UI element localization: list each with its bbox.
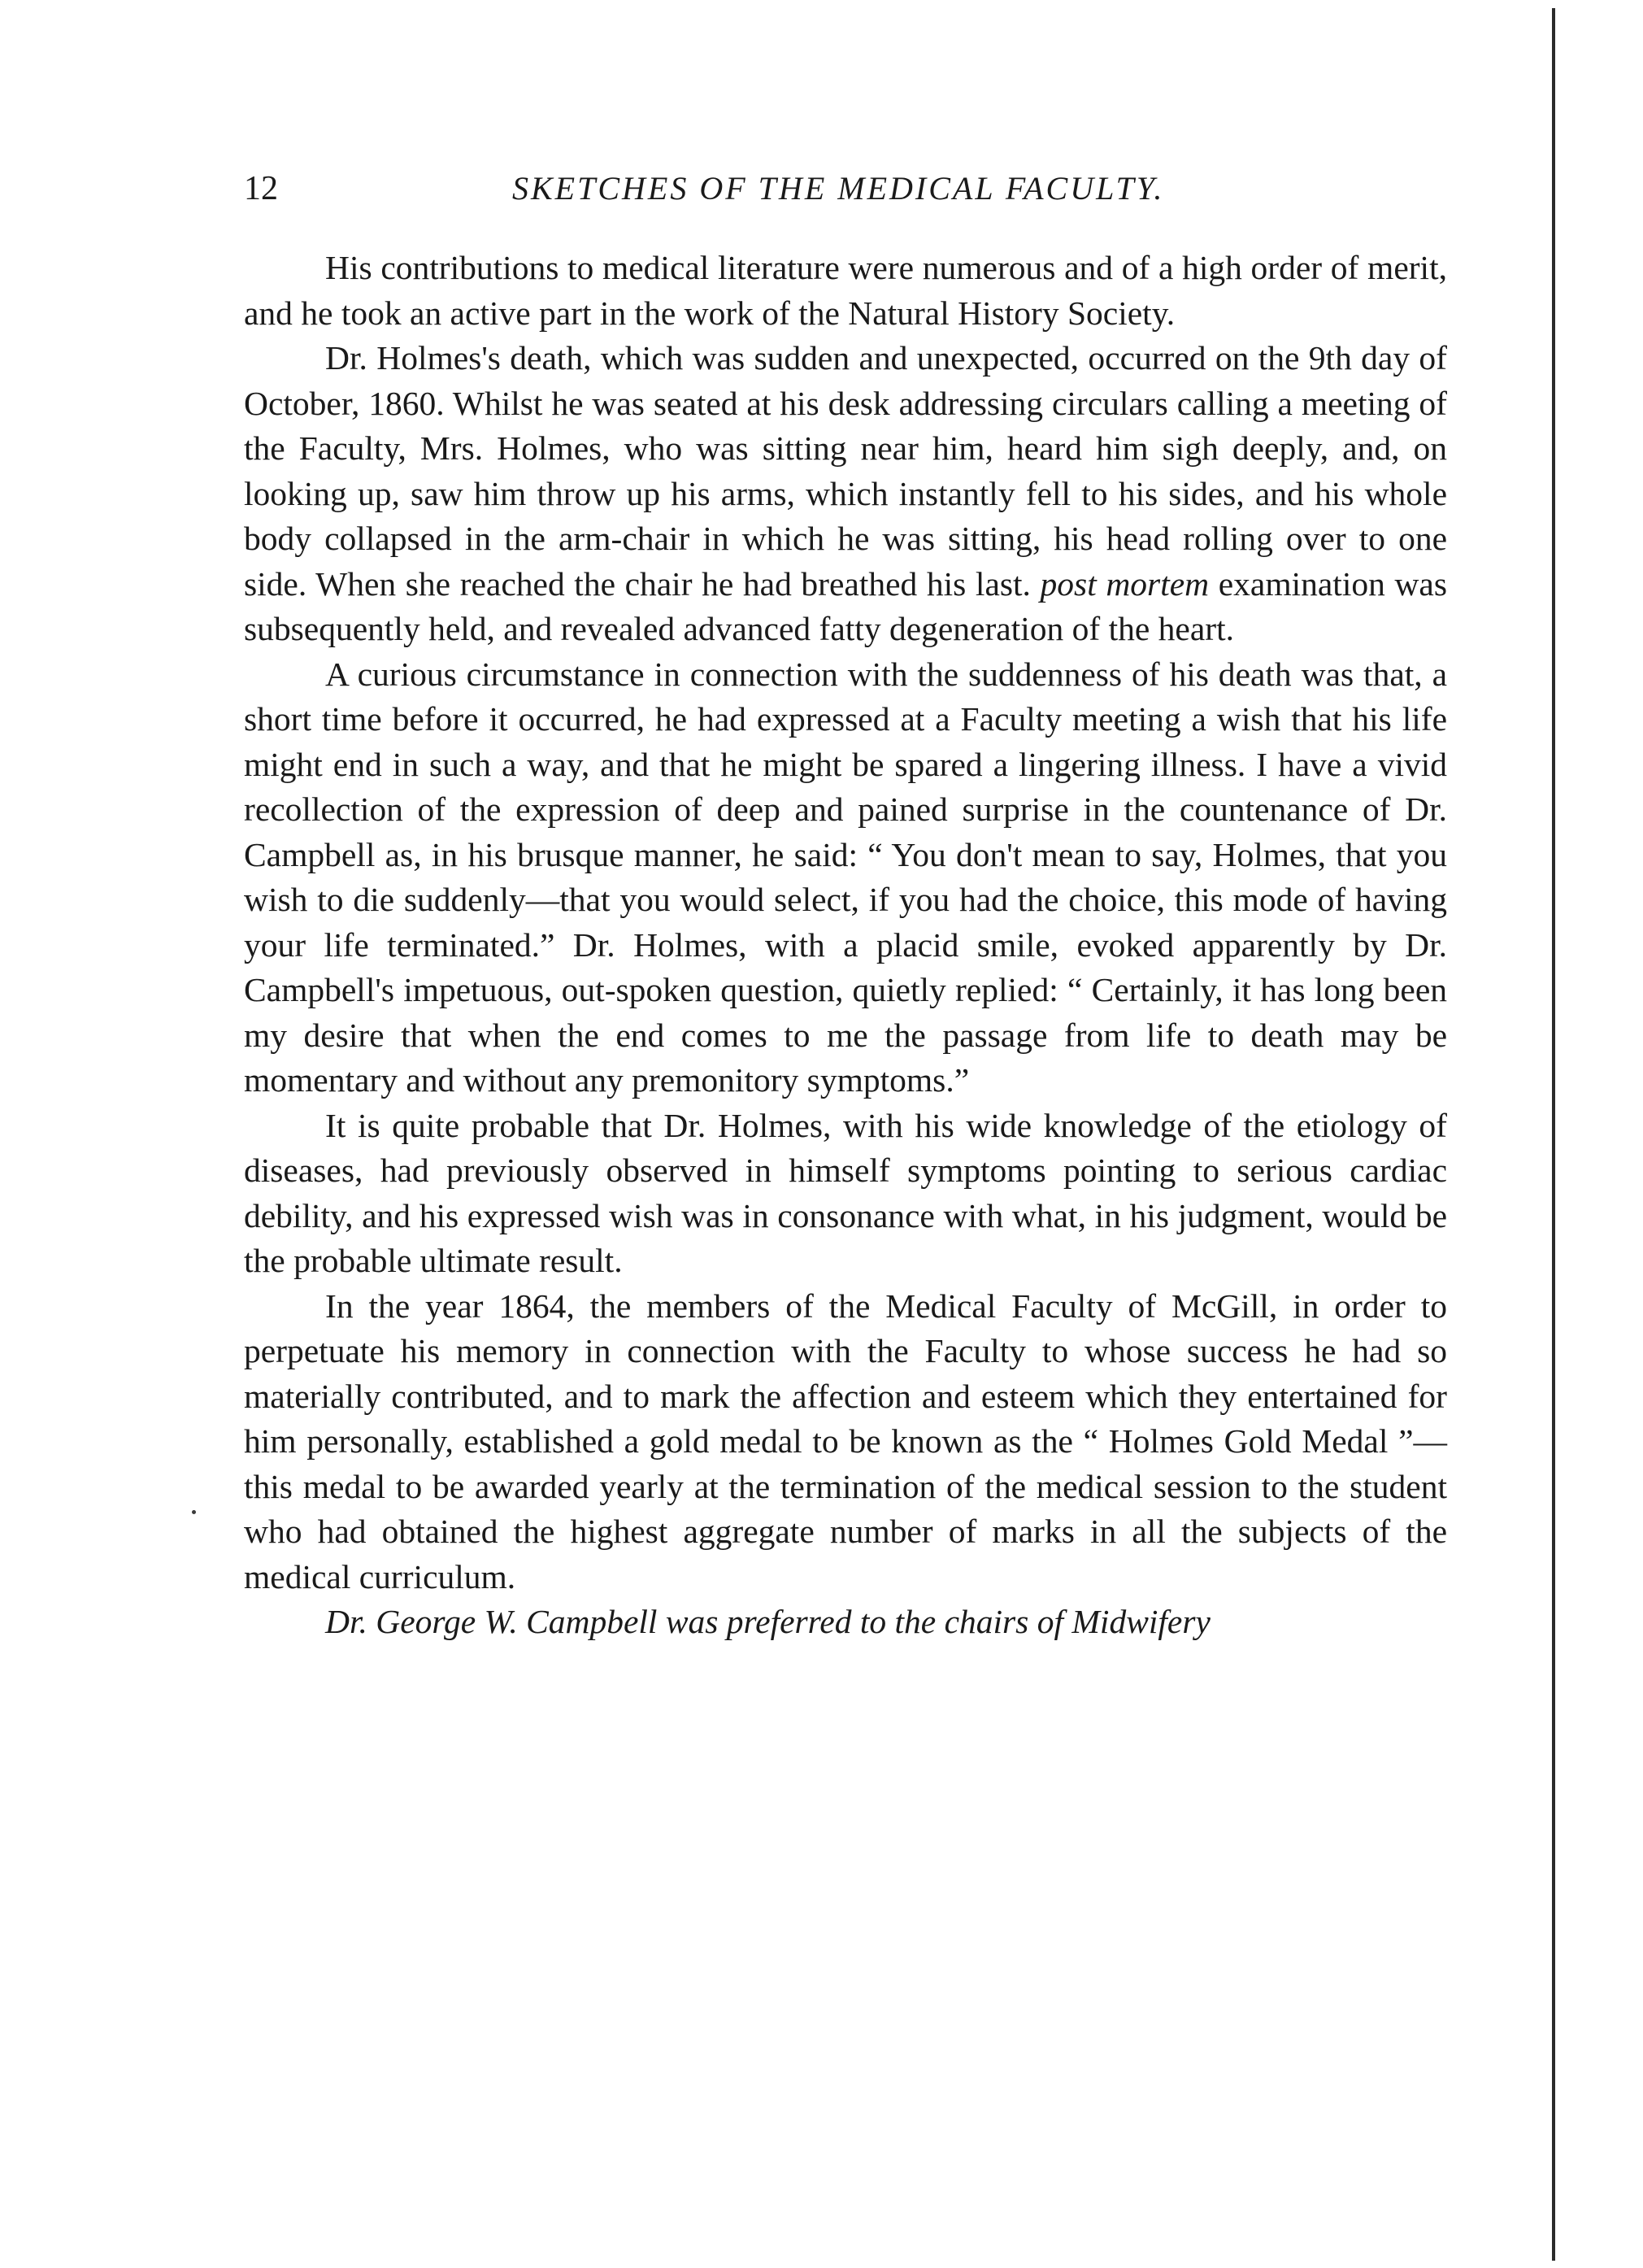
post-mortem-term: post mortem [1040,564,1210,603]
death-account-text: Dr. Holmes's death, which was sudden and unexpected, occurred on the 9th day of October, 1860. Whilst he was seated at his desk addressing circulars calling a meeting of the Faculty, Mrs. Holmes, who was sitting near him, heard him sigh deeply, and, on looking up, saw him throw up his arms, which instantly fell to his sides, and his whole body collapsed in the arm-chair in which he was sitting, his head rolling over to one side. When she reached the chair he had breathed his last. [244,339,1447,603]
campbell-text: was preferred to the chairs of Midwifery [665,1603,1211,1640]
margin-speck [192,1510,196,1514]
binding-line [1552,8,1555,2261]
paragraph-campbell [244,1600,1447,1645]
paragraph-gold-medal: In the year 1864, the members of the Medical Faculty of McGill, in order to perpetuate his memory in connection with the Faculty to whose success he had so materially contributed, and to mark the affection and esteem which they entertained for him personally, established a gold medal to be known as the “ Holmes Gold Medal ”—this medal to be awarded yearly at the termination of the medical session to the student who had obtained the highest aggregate number of marks in all the subjects of the medical curriculum. [244,1286,1447,1595]
page-number: 12 [244,170,278,207]
binding-edge [1549,8,1558,2261]
paragraph-curious-circumstance: A curious circumstance in connection with the suddenness of his death was that, a short time before it occurred, he had expressed at a Faculty meeting a wish that his life might end in such a way, and that he might be spared a lingering illness. I have a vivid recollection of the expression of deep and pained surprise in the countenance of Dr. Campbell as, in his brusque manner, he said: “ You don't mean to say, Holmes, that you wish to die suddenly—that you would select, if you had the choice, this mode of having your life terminated.” Dr. Holmes, with a placid smile, evoked apparently by Dr. Campbell's impetuous, out-spoken question, quietly replied: “ Certainly, it has long been my desire that when the end comes to me the passage from life to death may be momentary and without any premonitory symptoms.” [244,655,1447,1099]
campbell-name: Dr. George W. Campbell [325,1603,658,1640]
paragraph-etiology: It is quite probable that Dr. Holmes, with his wide knowledge of the etiology of diseases, had previously observed in himself symptoms pointing to serious cardiac debility, and his expressed wish was in consonance with what, in his judgment, would be the probable ultimate result. [244,1106,1447,1279]
running-title: SKETCHES OF THE MEDICAL FACULTY. [512,170,1165,207]
paragraph-contributions: His contributions to medical literature were numerous and of a high order of merit, and he took an active part in the work of the Natural History Society. [244,249,1447,332]
running-head [244,169,1447,218]
paragraph-death [244,336,1447,652]
body-text [244,246,1447,1645]
examination-text: examination was subsequently held, and revealed advanced fatty degeneration of the heart. [244,564,1448,647]
